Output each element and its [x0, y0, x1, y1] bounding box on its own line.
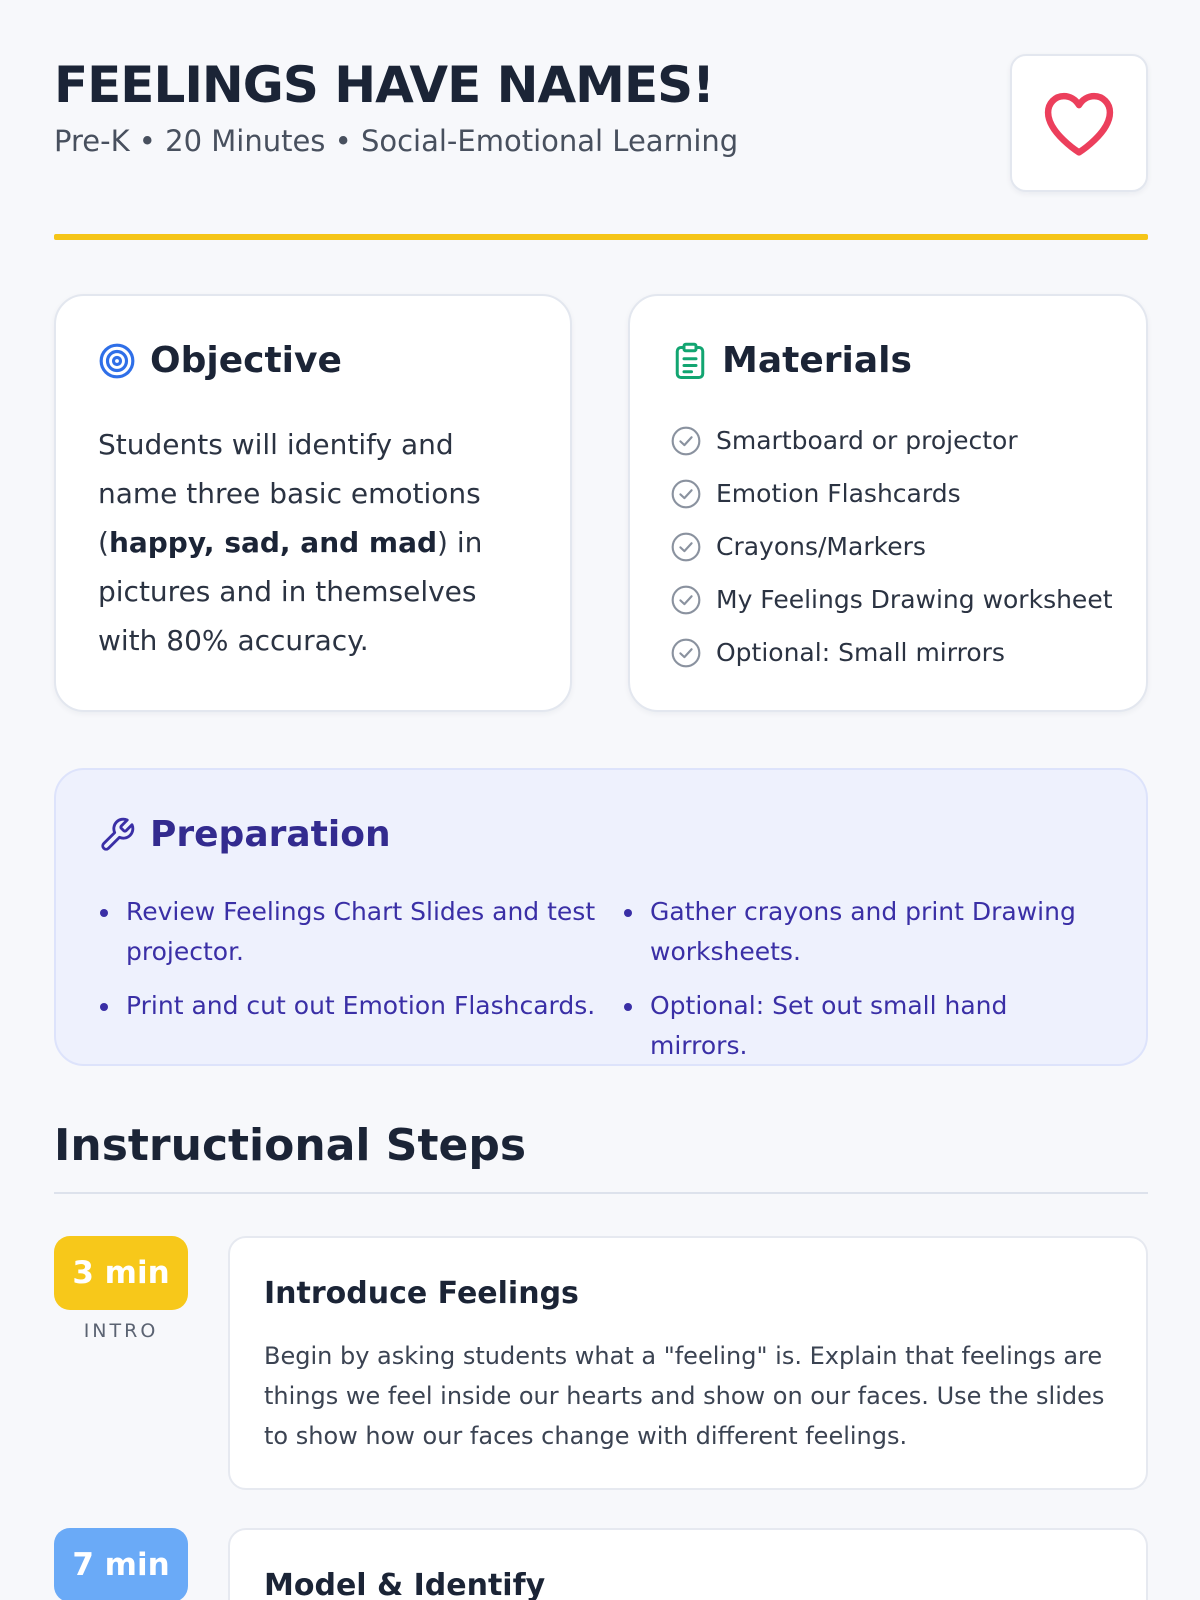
check-circle-icon — [670, 478, 702, 510]
materials-list — [670, 414, 1113, 679]
objective-emotions: happy, sad, and mad — [108, 526, 438, 559]
phase-label: INTRO — [83, 1320, 159, 1342]
steps-heading: Instructional Steps — [54, 1120, 527, 1171]
materials-card — [628, 294, 1148, 712]
clipboard-icon — [672, 341, 708, 381]
steps-divider — [54, 1192, 1148, 1194]
material-label: My Feelings Drawing worksheet — [716, 585, 1113, 614]
objective-text-part: Students will identify and name three basic emotions ( — [98, 428, 481, 559]
list-item — [670, 414, 1113, 467]
check-circle-icon — [670, 637, 702, 669]
material-label: Crayons/Markers — [716, 532, 926, 561]
check-circle-icon — [670, 531, 702, 563]
header — [54, 52, 1148, 202]
material-label: Emotion Flashcards — [716, 479, 961, 508]
heart-icon — [1041, 89, 1117, 157]
header-divider — [54, 234, 1148, 240]
wrench-icon — [98, 816, 136, 854]
objective-text — [98, 420, 538, 665]
objective-heading: Objective — [150, 340, 342, 381]
list-item: Print and cut out Emotion Flashcards. — [98, 986, 622, 1066]
check-circle-icon — [670, 425, 702, 457]
preparation-heading: Preparation — [150, 814, 391, 855]
objective-card — [54, 294, 572, 712]
page-subtitle: Pre-K • 20 Minutes • Social-Emotional Learning — [54, 124, 739, 158]
list-item: Optional: Set out small hand mirrors. — [622, 986, 1118, 1066]
list-item — [670, 467, 1113, 520]
materials-heading: Materials — [722, 340, 912, 381]
duration-badge: 3 min — [54, 1236, 188, 1310]
target-icon — [98, 342, 136, 380]
preparation-list — [98, 892, 1118, 1066]
page-title: FEELINGS HAVE NAMES! — [54, 56, 714, 114]
duration-badge: 7 min — [54, 1528, 188, 1600]
material-label: Optional: Small mirrors — [716, 638, 1005, 667]
step-card — [228, 1528, 1148, 1600]
objective-text-part: ) in pictures and in themselves with 80% accuracy. — [98, 526, 483, 657]
material-label: Smartboard or projector — [716, 426, 1018, 455]
materials-header — [672, 340, 912, 381]
preparation-header — [98, 814, 391, 855]
step-title: Introduce Feelings — [264, 1276, 579, 1311]
list-item: Review Feelings Chart Slides and test projector. — [98, 892, 622, 972]
list-item — [670, 520, 1113, 573]
lesson-plan-page — [54, 0, 1148, 1600]
objective-header — [98, 340, 342, 381]
check-circle-icon — [670, 584, 702, 616]
step-title: Model & Identify — [264, 1568, 546, 1600]
list-item — [670, 626, 1113, 679]
heart-badge — [1010, 54, 1148, 192]
list-item: Gather crayons and print Drawing worksheets. — [622, 892, 1118, 972]
step-item — [54, 1528, 1148, 1600]
step-item — [54, 1236, 1148, 1492]
list-item — [670, 573, 1113, 626]
preparation-card — [54, 768, 1148, 1066]
step-description: Begin by asking students what a "feeling" is. Explain that feelings are things we feel inside our hearts and show on our faces. Use the slides to show how our faces change with different feelings. — [264, 1342, 1105, 1450]
step-card — [228, 1236, 1148, 1490]
